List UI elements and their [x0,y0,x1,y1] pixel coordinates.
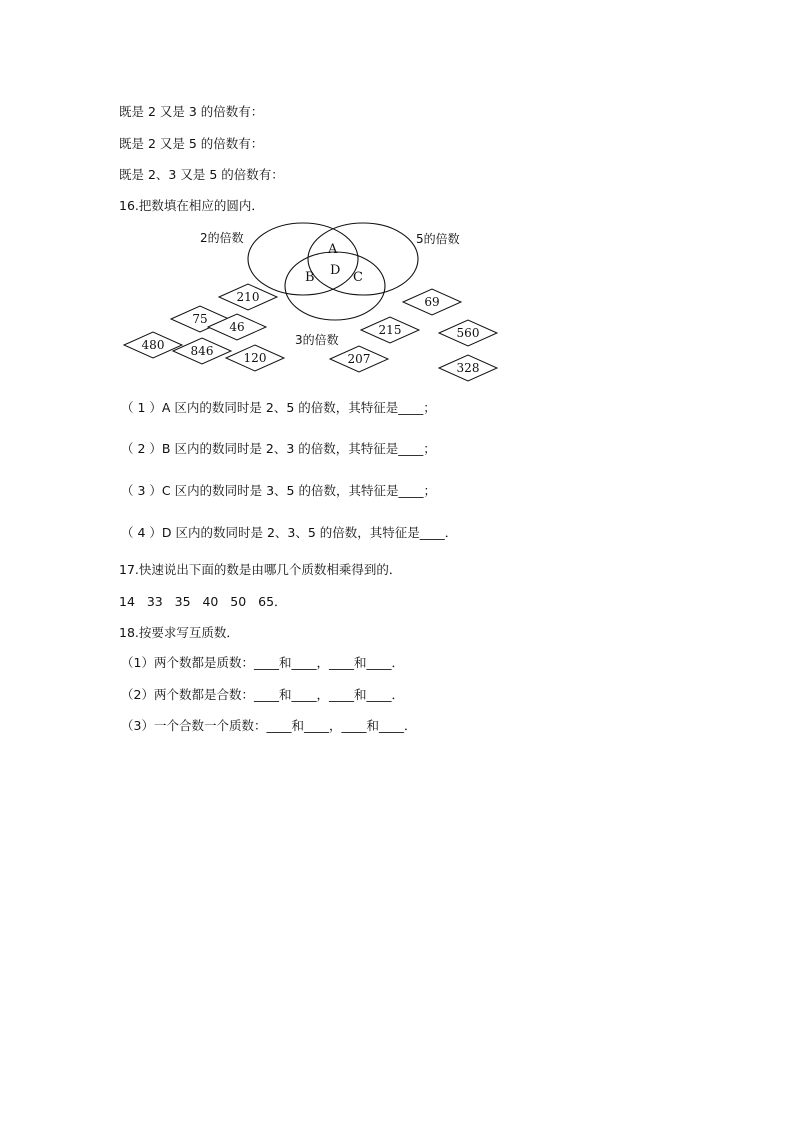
question-18-title: 18.按要求写互质数． [119,625,239,640]
text-line-multiple-2-3-5: 既是 2、3 又是 5 的倍数有： [119,167,284,182]
question-17-title: 17.快速说出下面的数是由哪几个质数相乘得到的． [119,562,402,577]
question-16-part-1: （ 1 ）A 区内的数同时是 2、5 的倍数，其特征是____； [121,400,436,415]
text-line-multiple-2-5: 既是 2 又是 5 的倍数有： [119,136,264,151]
number-card-480 [124,332,182,358]
label-multiples-of-3: 3的倍数 [295,333,339,347]
region-b-label: B [305,270,315,285]
question-16-part-4: （ 4 ）D 区内的数同时是 2、3、5 的倍数，其特征是____． [121,525,458,540]
svg-text:46: 46 [229,320,245,334]
svg-text:480: 480 [141,338,165,352]
number-card-210 [219,284,277,310]
question-16-part-3: （ 3 ）C 区内的数同时是 3、5 的倍数，其特征是____； [121,483,436,498]
number-card-207 [330,346,388,372]
label-multiples-of-5: 5的倍数 [416,232,460,246]
label-multiples-of-2: 2的倍数 [200,231,244,245]
circle-multiples-of-5 [308,223,418,295]
circle-multiples-of-2 [248,223,358,295]
svg-text:69: 69 [424,295,440,309]
region-d-label: D [330,263,341,278]
text-line-multiple-2-3: 既是 2 又是 3 的倍数有： [119,104,264,119]
question-17-numbers: 14 33 35 40 50 65． [119,594,287,609]
svg-text:207: 207 [347,352,371,366]
number-card-328 [439,355,497,381]
svg-text:215: 215 [378,323,402,337]
number-card-215 [361,317,419,343]
number-card-120 [226,345,284,371]
svg-text:560: 560 [456,326,480,340]
region-c-label: C [353,270,363,285]
number-card-69 [403,289,461,315]
question-18-part-2: （2）两个数都是合数：____和____，____和____． [121,687,404,702]
question-16-part-2: （ 2 ）B 区内的数同时是 2、3 的倍数，其特征是____； [121,441,436,456]
region-a-label: A [328,242,338,257]
question-18-part-3: （3）一个合数一个质数：____和____，____和____． [121,718,417,733]
question-18-part-1: （1）两个数都是质数：____和____，____和____． [121,655,404,670]
venn-diagram [118,220,508,385]
svg-text:328: 328 [456,361,480,375]
svg-text:120: 120 [243,351,267,365]
number-card-560 [439,320,497,346]
svg-text:210: 210 [236,290,260,304]
question-16-title: 16.把数填在相应的圆内． [119,198,264,213]
svg-text:846: 846 [190,344,214,358]
svg-text:75: 75 [192,312,208,326]
number-card-846 [173,338,231,364]
